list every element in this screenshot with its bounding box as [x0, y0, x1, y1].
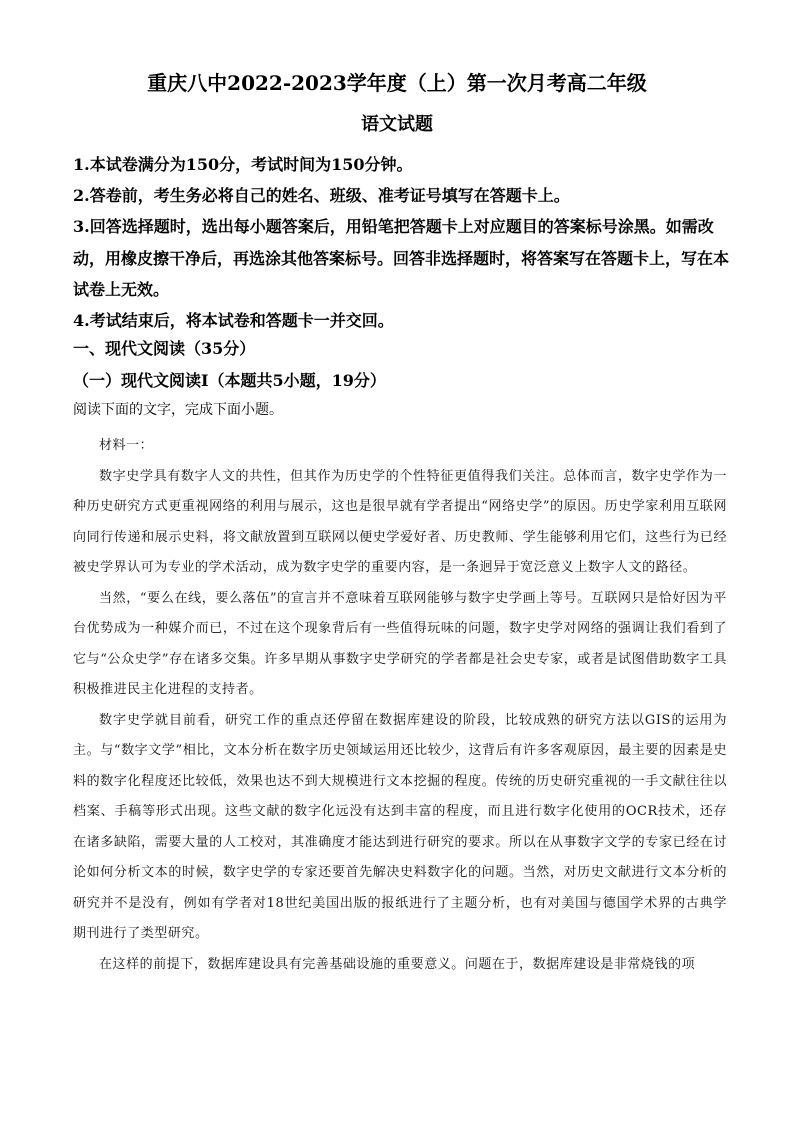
exam-subtitle: 语文试题	[361, 114, 433, 135]
article-paragraph: 数字史学就目前看，研究工作的重点还停留在数据库建设的阶段，比较成熟的研究方法以GIS的运用为主。与“数字文学”相比，文本分析在数字历史领域运用还比较少，这背后有许多客观原因，最主要的因素是史料的数字化程度还比较低，效果也达不到大规模进行文本挖掘的程度。传统的历史研究重视的一手文献往往以档案、手稿等形式出现。这些文献的数字化远没有达到丰富的程度，而且进行数字化使用的OCR技术，还存在诸多缺陷，需要大量的人工校对，其准确度才能达到进行研究的要求。所以在从事数字文学的专家已经在讨论如何分析文本的时候，数字史学的专家还要首先解决史料数字化的问题。当然，对历史文献进行文本分析的研究并不是没有，例如有学者对18世纪美国出版的报纸进行了主题分析，也有对美国与德国学术界的古典学期刊进行了类型研究。	[73, 712, 727, 941]
section-heading: 一、现代文阅读（35分）	[73, 339, 256, 358]
section-subheading: （一）现代文阅读Ⅰ（本题共5小题，19分）	[73, 371, 386, 390]
exam-title: 重庆八中2022-2023学年度（上）第一次月考高二年级	[147, 71, 647, 95]
article-paragraph: 在这样的前提下，数据库建设具有完善基础设施的重要意义。问题在于，数据库建设是非常烧钱的项	[99, 956, 696, 972]
exam-notes	[73, 149, 733, 336]
note-2: 2.答卷前，考生务必将自己的姓名、班级、准考证号填写在答题卡上。	[73, 186, 570, 206]
material-label: 材料一：	[99, 438, 154, 453]
note-4: 4.考试结束后，将本试卷和答题卡一并交回。	[73, 311, 394, 331]
reading-material	[73, 431, 727, 980]
reading-instruction: 阅读下面的文字，完成下面小题。	[73, 402, 283, 418]
note-1: 1.本试卷满分为150分，考试时间为150分钟。	[73, 155, 413, 174]
note-3: 3.回答选择题时，选出每小题答案后，用铅笔把答题卡上对应题目的答案标号涂黑。如需改动，用橡皮擦干净后，再选涂其他答案标号。回答非选择题时，将答案写在答题卡上，写在本试卷上无效。	[73, 217, 730, 299]
article-paragraph: 数字史学具有数字人文的共性，但其作为历史学的个性特征更值得我们关注。总体而言，数字史学作为一种历史研究方式更重视网络的利用与展示，这也是很早就有学者提出“网络史学”的原因。历史学家利用互联网向同行传递和展示史料，将文献放置到互联网以便史学爱好者、历史教师、学生能够利用它们，这些行为已经被史学界认可为专业的学术活动，成为数字史学的重要内容，是一条迥异于宽泛意义上数字人文的路径。	[73, 468, 727, 575]
article-paragraph: 当然，“要么在线，要么落伍”的宣言并不意味着互联网能够与数字史学画上等号。互联网只是恰好因为平台优势成为一种媒介而已，不过在这个现象背后有一些值得玩味的问题，数字史学对网络的强调让我们看到了它与“公众史学”存在诸多交集。许多早期从事数字史学研究的学者都是社会史专家，或者是试图借助数字工具积极推进民主化进程的支持者。	[73, 590, 727, 697]
